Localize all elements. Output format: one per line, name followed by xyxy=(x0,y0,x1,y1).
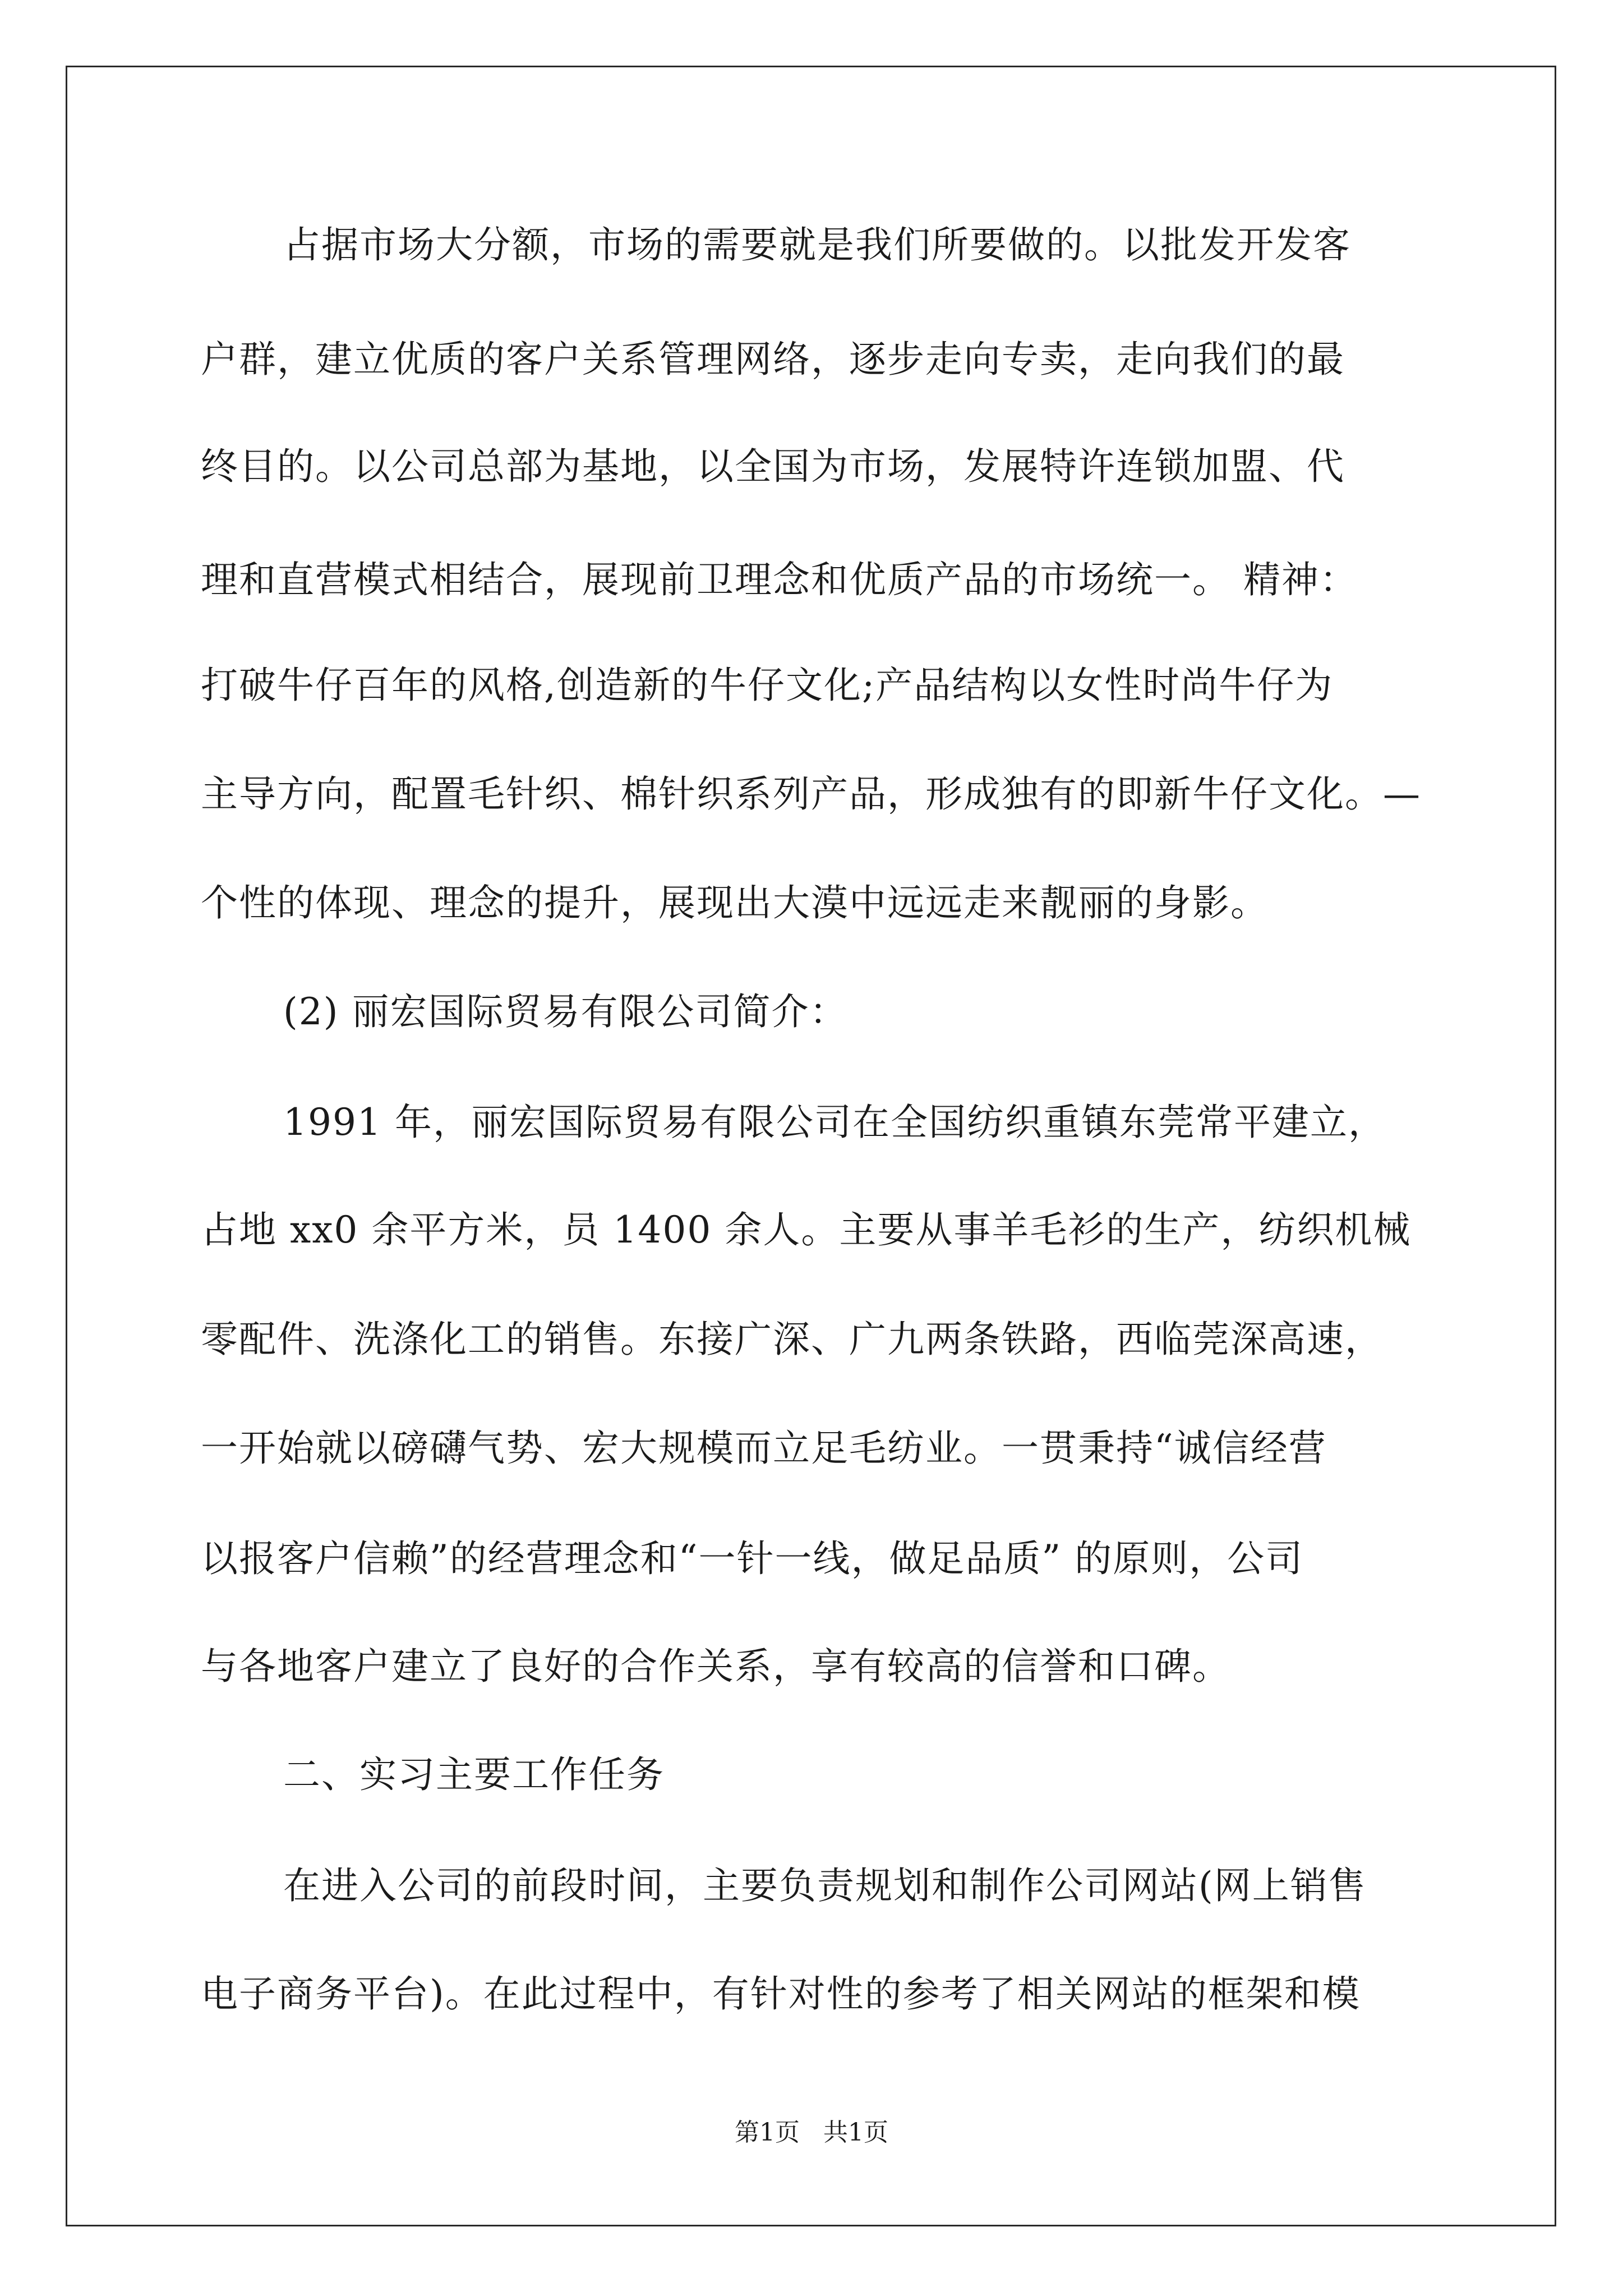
text-line-2: 户群，建立优质的客户关系管理网络，逐步走向专卖，走向我们的最 xyxy=(201,338,1345,381)
text-line-5: 打破牛仔百年的风格,创造新的牛仔文化;产品结构以女性时尚牛仔为 xyxy=(201,664,1334,707)
section-heading-company-intro: (2) 丽宏国际贸易有限公司简介： xyxy=(283,990,848,1033)
text-line-6: 主导方向，配置毛针织、棉针织系列产品，形成独有的即新牛仔文化。— xyxy=(201,772,1421,816)
text-line-7: 个性的体现、理念的提升，展现出大漠中远远走来靓丽的身影。 xyxy=(201,881,1269,924)
text-line-4: 理和直营模式相结合，展现前卫理念和优质产品的市场统一。 精神： xyxy=(201,558,1358,601)
text-line-14: 与各地客户建立了良好的合作关系，享有较高的信誉和口碑。 xyxy=(201,1645,1230,1688)
text-line-13: 以报客户信赖”的经营理念和“一针一线，做足品质” 的原则，公司 xyxy=(201,1537,1304,1580)
text-line-1: 占据市场大分额，市场的需要就是我们所要做的。以批发开发客 xyxy=(283,223,1351,266)
text-line-12: 一开始就以磅礴气势、宏大规模而立足毛纺业。一贯秉持“诚信经营 xyxy=(201,1427,1327,1470)
section-heading-main-tasks: 二、实习主要工作任务 xyxy=(283,1753,665,1796)
page-number-footer: 第1页 共1页 xyxy=(735,2118,888,2147)
text-line-3: 终目的。以公司总部为基地，以全国为市场，发展特许连锁加盟、代 xyxy=(201,445,1345,488)
text-line-9: 1991 年，丽宏国际贸易有限公司在全国纺织重镇东莞常平建立， xyxy=(283,1101,1386,1144)
text-line-11: 零配件、洗涤化工的销售。东接广深、广九两条铁路，西临莞深高速， xyxy=(201,1318,1383,1361)
text-line-16: 在进入公司的前段时间，主要负责规划和制作公司网站(网上销售 xyxy=(283,1864,1367,1907)
text-line-10: 占地 xx0 余平方米，员 1400 余人。主要从事羊毛衫的生产，纺织机械 xyxy=(201,1208,1412,1251)
text-line-17: 电子商务平台)。在此过程中，有针对性的参考了相关网站的框架和模 xyxy=(201,1972,1361,2016)
